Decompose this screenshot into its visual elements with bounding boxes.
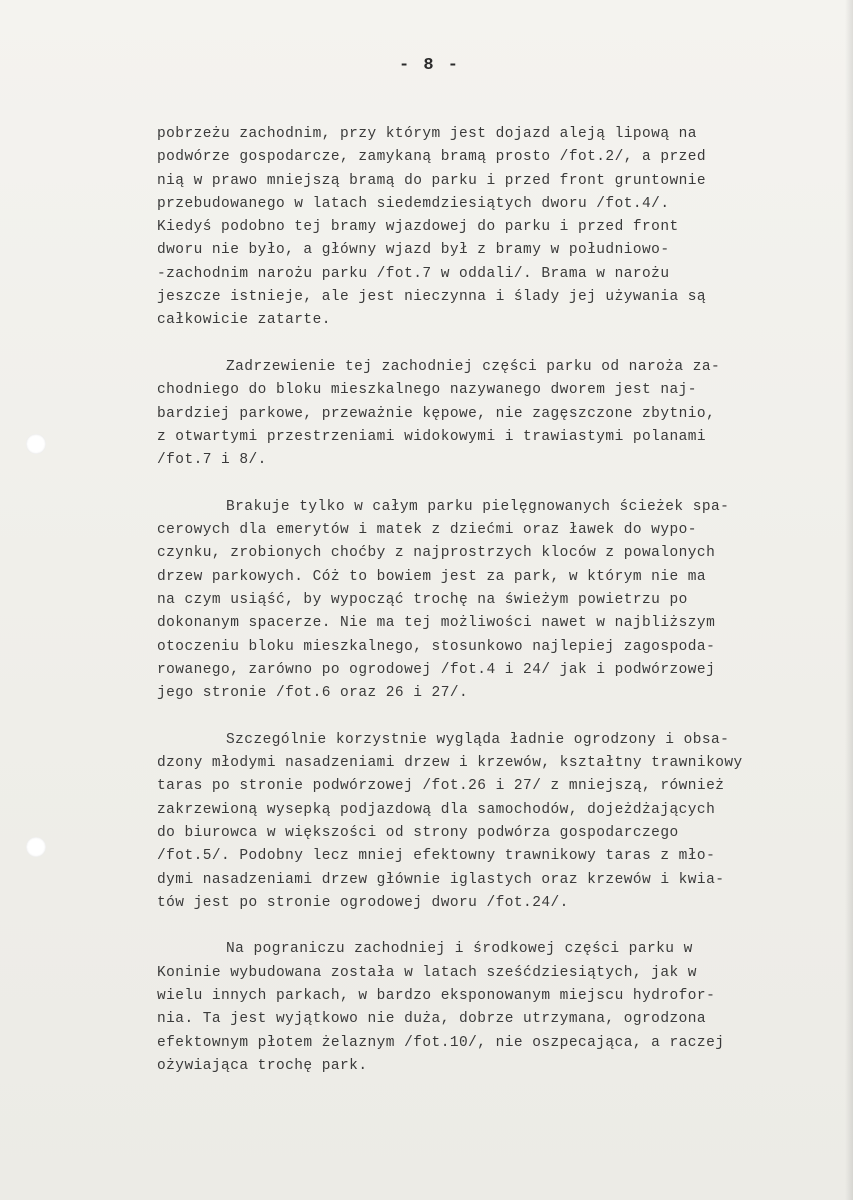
text-line: na czym usiąść, by wypocząć trochę na świeżym powietrzu po <box>157 591 688 608</box>
text-line: taras po stronie podwórzowej /fot.26 i 27/ z mniejszą, również <box>157 778 725 795</box>
text-line: /fot.5/. Podobny lecz mniej efektowny trawnikowy taras z mło- <box>157 848 716 865</box>
text-line: wielu innych parkach, w bardzo eksponowanym miejscu hydrofor- <box>157 987 716 1004</box>
text-line: drzew parkowych. Cóż to bowiem jest za park, w którym nie ma <box>157 568 707 585</box>
text-line: dymi nasadzeniami drzew głównie iglastych oraz krzewów i kwia- <box>157 871 725 888</box>
text-line: dworu nie było, a główny wjazd był z bramy w południowo- <box>157 242 670 259</box>
text-line: podwórze gospodarcze, zamykaną bramą prosto /fot.2/, a przed <box>157 149 707 166</box>
text-line: jeszcze istnieje, ale jest nieczynna i ślady jej używania są <box>157 289 707 306</box>
text-line: nią w prawo mniejszą bramą do parku i przed front gruntownie <box>157 172 707 189</box>
text-line: Zadrzewienie tej zachodniej części parku od naroża za- <box>226 358 721 375</box>
text-line: jego stronie /fot.6 oraz 26 i 27/. <box>157 685 469 702</box>
paragraph <box>157 356 847 472</box>
text-line: chodniego do bloku mieszkalnego nazywanego dworem jest naj- <box>157 382 697 399</box>
text-line: Szczególnie korzystnie wygląda ładnie ogrodzony i obsa- <box>226 731 730 748</box>
paragraph <box>157 496 847 706</box>
text-line: otoczeniu bloku mieszkalnego, stosunkowo najlepiej zagospoda- <box>157 638 716 655</box>
text-line: rowanego, zarówno po ogrodowej /fot.4 i 24/ jak i podwórzowej <box>157 661 716 678</box>
text-line: dokonanym spacerze. Nie ma tej możliwości nawet w najbliższym <box>157 615 716 632</box>
text-line: Na pograniczu zachodniej i środkowej części parku w <box>226 941 693 958</box>
text-line: przebudowanego w latach siedemdziesiątych dworu /fot.4/. <box>157 195 670 212</box>
punch-hole <box>26 434 46 454</box>
text-line: efektownym płotem żelaznym /fot.10/, nie oszpecająca, a raczej <box>157 1034 725 1051</box>
text-line: tów jest po stronie ogrodowej dworu /fot.24/. <box>157 894 569 911</box>
text-line: do biurowca w większości od strony podwórza gospodarczego <box>157 824 679 841</box>
text-line: /fot.7 i 8/. <box>157 452 267 469</box>
text-line: czynku, zrobionych choćby z najprostrzych kloców z powalonych <box>157 545 716 562</box>
text-line: bardziej parkowe, przeważnie kępowe, nie zagęszczone zbytnio, <box>157 405 716 422</box>
text-line: całkowicie zatarte. <box>157 312 331 329</box>
text-line: cerowych dla emerytów i matek z dziećmi oraz ławek do wypo- <box>157 522 697 539</box>
text-line: pobrzeżu zachodnim, przy którym jest dojazd aleją lipową na <box>157 126 697 142</box>
paragraph <box>157 938 847 1078</box>
text-line: nia. Ta jest wyjątkowo nie duża, dobrze utrzymana, ogrodzona <box>157 1011 707 1028</box>
text-line: z otwartymi przestrzeniami widokowymi i trawiastymi polanami <box>157 428 707 445</box>
paragraph <box>157 729 847 915</box>
text-line: Koninie wybudowana została w latach sześćdziesiątych, jak w <box>157 964 697 981</box>
punch-hole <box>26 837 46 857</box>
document-body <box>157 123 847 1101</box>
page-number: - 8 - <box>398 56 460 75</box>
text-line: Kiedyś podobno tej bramy wjazdowej do parku i przed front <box>157 219 679 236</box>
text-line: -zachodnim narożu parku /fot.7 w oddali/. Brama w narożu <box>157 265 670 282</box>
text-line: dzony młodymi nasadzeniami drzew i krzewów, kształtny trawnikowy <box>157 755 743 772</box>
text-line: zakrzewioną wysepką podjazdową dla samochodów, dojeżdżających <box>157 801 716 818</box>
text-line: Brakuje tylko w całym parku pielęgnowanych ścieżek spa- <box>226 498 730 515</box>
text-line: ożywiająca trochę park. <box>157 1057 368 1074</box>
paragraph <box>157 123 847 333</box>
